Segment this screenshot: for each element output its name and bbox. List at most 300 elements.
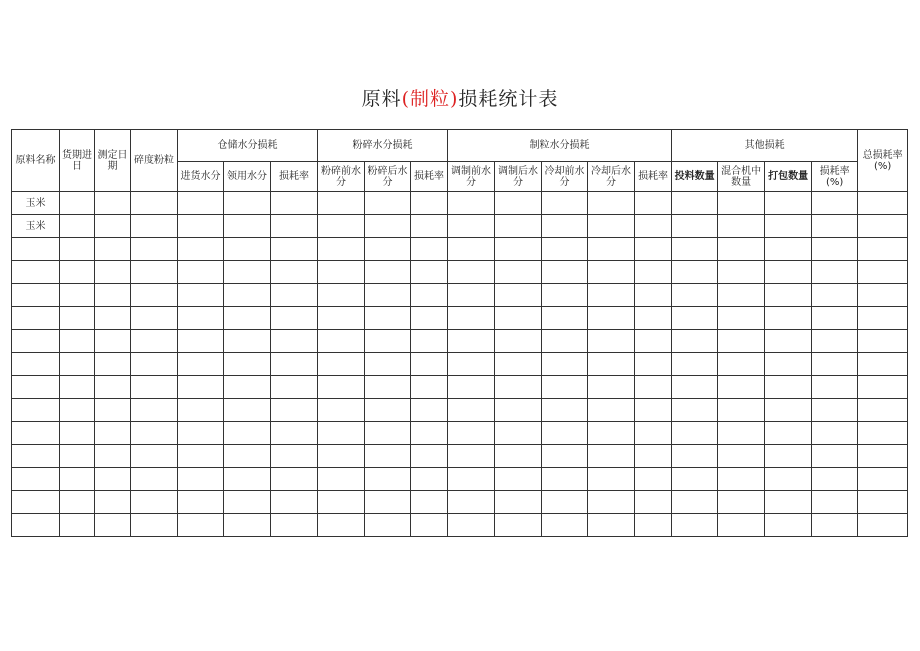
table-cell[interactable] xyxy=(588,376,635,399)
table-cell[interactable] xyxy=(718,330,765,353)
table-cell[interactable] xyxy=(131,307,178,330)
table-cell[interactable] xyxy=(411,468,448,491)
table-cell[interactable] xyxy=(365,353,411,376)
table-cell[interactable] xyxy=(765,192,812,215)
table-cell[interactable] xyxy=(858,491,908,514)
table-cell[interactable] xyxy=(812,215,858,238)
table-cell[interactable] xyxy=(588,422,635,445)
table-cell[interactable] xyxy=(635,238,672,261)
table-cell[interactable] xyxy=(672,514,718,537)
table-cell[interactable] xyxy=(672,307,718,330)
table-cell[interactable] xyxy=(318,399,365,422)
table-cell[interactable] xyxy=(448,353,495,376)
table-cell[interactable] xyxy=(95,215,131,238)
table-cell[interactable] xyxy=(812,422,858,445)
material-name-cell[interactable]: 玉米 xyxy=(12,215,60,238)
table-cell[interactable] xyxy=(765,330,812,353)
table-cell[interactable] xyxy=(95,307,131,330)
table-cell[interactable] xyxy=(60,468,95,491)
table-cell[interactable] xyxy=(178,514,224,537)
table-cell[interactable] xyxy=(588,238,635,261)
material-name-cell[interactable] xyxy=(12,261,60,284)
table-cell[interactable] xyxy=(60,422,95,445)
table-cell[interactable] xyxy=(765,307,812,330)
table-cell[interactable] xyxy=(60,330,95,353)
table-cell[interactable] xyxy=(271,215,318,238)
table-cell[interactable] xyxy=(271,514,318,537)
table-cell[interactable] xyxy=(178,399,224,422)
table-cell[interactable] xyxy=(318,284,365,307)
table-cell[interactable] xyxy=(448,330,495,353)
table-cell[interactable] xyxy=(271,307,318,330)
table-cell[interactable] xyxy=(858,445,908,468)
table-cell[interactable] xyxy=(542,399,588,422)
table-cell[interactable] xyxy=(718,399,765,422)
table-cell[interactable] xyxy=(178,238,224,261)
table-cell[interactable] xyxy=(542,376,588,399)
table-cell[interactable] xyxy=(365,215,411,238)
table-cell[interactable] xyxy=(542,491,588,514)
table-cell[interactable] xyxy=(95,399,131,422)
table-cell[interactable] xyxy=(411,399,448,422)
table-cell[interactable] xyxy=(542,192,588,215)
table-cell[interactable] xyxy=(588,307,635,330)
table-cell[interactable] xyxy=(365,261,411,284)
table-cell[interactable] xyxy=(318,468,365,491)
table-cell[interactable] xyxy=(542,445,588,468)
table-cell[interactable] xyxy=(635,353,672,376)
table-cell[interactable] xyxy=(365,491,411,514)
table-cell[interactable] xyxy=(131,330,178,353)
table-cell[interactable] xyxy=(318,330,365,353)
table-cell[interactable] xyxy=(588,330,635,353)
table-cell[interactable] xyxy=(448,422,495,445)
table-cell[interactable] xyxy=(178,284,224,307)
table-cell[interactable] xyxy=(765,468,812,491)
table-cell[interactable] xyxy=(411,307,448,330)
table-cell[interactable] xyxy=(224,422,271,445)
table-cell[interactable] xyxy=(224,445,271,468)
table-cell[interactable] xyxy=(542,307,588,330)
table-cell[interactable] xyxy=(224,284,271,307)
table-cell[interactable] xyxy=(224,376,271,399)
table-cell[interactable] xyxy=(271,376,318,399)
table-cell[interactable] xyxy=(542,215,588,238)
table-cell[interactable] xyxy=(765,353,812,376)
table-cell[interactable] xyxy=(635,491,672,514)
table-cell[interactable] xyxy=(672,353,718,376)
table-cell[interactable] xyxy=(271,445,318,468)
table-cell[interactable] xyxy=(318,514,365,537)
table-cell[interactable] xyxy=(411,330,448,353)
table-cell[interactable] xyxy=(271,284,318,307)
table-cell[interactable] xyxy=(858,261,908,284)
table-cell[interactable] xyxy=(411,491,448,514)
table-cell[interactable] xyxy=(672,491,718,514)
table-cell[interactable] xyxy=(495,468,542,491)
table-cell[interactable] xyxy=(411,284,448,307)
table-cell[interactable] xyxy=(224,399,271,422)
table-cell[interactable] xyxy=(495,307,542,330)
table-cell[interactable] xyxy=(131,468,178,491)
table-cell[interactable] xyxy=(365,422,411,445)
table-cell[interactable] xyxy=(178,376,224,399)
table-cell[interactable] xyxy=(271,468,318,491)
table-cell[interactable] xyxy=(858,353,908,376)
table-cell[interactable] xyxy=(588,491,635,514)
table-cell[interactable] xyxy=(365,468,411,491)
table-cell[interactable] xyxy=(178,353,224,376)
table-cell[interactable] xyxy=(178,261,224,284)
table-cell[interactable] xyxy=(60,215,95,238)
table-cell[interactable] xyxy=(495,399,542,422)
table-cell[interactable] xyxy=(495,491,542,514)
table-cell[interactable] xyxy=(635,215,672,238)
table-cell[interactable] xyxy=(60,491,95,514)
table-cell[interactable] xyxy=(131,353,178,376)
table-cell[interactable] xyxy=(224,307,271,330)
table-cell[interactable] xyxy=(588,353,635,376)
table-cell[interactable] xyxy=(60,261,95,284)
table-cell[interactable] xyxy=(495,445,542,468)
table-cell[interactable] xyxy=(178,422,224,445)
table-cell[interactable] xyxy=(858,422,908,445)
table-cell[interactable] xyxy=(318,376,365,399)
table-cell[interactable] xyxy=(411,422,448,445)
table-cell[interactable] xyxy=(365,192,411,215)
material-name-cell[interactable] xyxy=(12,284,60,307)
table-cell[interactable] xyxy=(672,376,718,399)
table-cell[interactable] xyxy=(271,399,318,422)
material-name-cell[interactable] xyxy=(12,307,60,330)
table-cell[interactable] xyxy=(672,422,718,445)
table-cell[interactable] xyxy=(495,215,542,238)
table-cell[interactable] xyxy=(365,399,411,422)
table-cell[interactable] xyxy=(411,215,448,238)
table-cell[interactable] xyxy=(858,376,908,399)
table-cell[interactable] xyxy=(318,261,365,284)
table-cell[interactable] xyxy=(178,491,224,514)
table-cell[interactable] xyxy=(131,284,178,307)
table-cell[interactable] xyxy=(495,422,542,445)
table-cell[interactable] xyxy=(365,307,411,330)
table-cell[interactable] xyxy=(718,353,765,376)
table-cell[interactable] xyxy=(812,514,858,537)
table-cell[interactable] xyxy=(60,353,95,376)
table-cell[interactable] xyxy=(60,192,95,215)
table-cell[interactable] xyxy=(95,376,131,399)
table-cell[interactable] xyxy=(588,445,635,468)
table-cell[interactable] xyxy=(178,330,224,353)
table-cell[interactable] xyxy=(672,399,718,422)
table-cell[interactable] xyxy=(858,284,908,307)
table-cell[interactable] xyxy=(542,422,588,445)
table-cell[interactable] xyxy=(224,468,271,491)
table-cell[interactable] xyxy=(178,215,224,238)
table-cell[interactable] xyxy=(588,514,635,537)
table-cell[interactable] xyxy=(448,192,495,215)
table-cell[interactable] xyxy=(131,491,178,514)
material-name-cell[interactable] xyxy=(12,468,60,491)
table-cell[interactable] xyxy=(542,238,588,261)
table-cell[interactable] xyxy=(495,353,542,376)
table-cell[interactable] xyxy=(718,514,765,537)
table-cell[interactable] xyxy=(448,468,495,491)
table-cell[interactable] xyxy=(318,353,365,376)
table-cell[interactable] xyxy=(60,238,95,261)
table-cell[interactable] xyxy=(718,445,765,468)
table-cell[interactable] xyxy=(495,238,542,261)
table-cell[interactable] xyxy=(224,192,271,215)
table-cell[interactable] xyxy=(588,192,635,215)
table-cell[interactable] xyxy=(812,445,858,468)
table-cell[interactable] xyxy=(318,445,365,468)
table-cell[interactable] xyxy=(718,238,765,261)
table-cell[interactable] xyxy=(672,261,718,284)
table-cell[interactable] xyxy=(95,468,131,491)
table-cell[interactable] xyxy=(318,491,365,514)
table-cell[interactable] xyxy=(635,514,672,537)
table-cell[interactable] xyxy=(495,261,542,284)
table-cell[interactable] xyxy=(495,514,542,537)
table-cell[interactable] xyxy=(542,330,588,353)
table-cell[interactable] xyxy=(365,238,411,261)
table-cell[interactable] xyxy=(495,330,542,353)
table-cell[interactable] xyxy=(365,330,411,353)
table-cell[interactable] xyxy=(60,284,95,307)
table-cell[interactable] xyxy=(411,238,448,261)
table-cell[interactable] xyxy=(858,468,908,491)
table-cell[interactable] xyxy=(812,376,858,399)
table-cell[interactable] xyxy=(131,422,178,445)
table-cell[interactable] xyxy=(448,215,495,238)
table-cell[interactable] xyxy=(224,353,271,376)
table-cell[interactable] xyxy=(448,307,495,330)
material-name-cell[interactable] xyxy=(12,422,60,445)
table-cell[interactable] xyxy=(365,376,411,399)
table-cell[interactable] xyxy=(224,491,271,514)
table-cell[interactable] xyxy=(718,215,765,238)
table-cell[interactable] xyxy=(672,215,718,238)
table-cell[interactable] xyxy=(542,261,588,284)
table-cell[interactable] xyxy=(812,330,858,353)
table-cell[interactable] xyxy=(542,468,588,491)
table-cell[interactable] xyxy=(60,445,95,468)
table-cell[interactable] xyxy=(271,422,318,445)
table-cell[interactable] xyxy=(95,192,131,215)
material-name-cell[interactable] xyxy=(12,445,60,468)
table-cell[interactable] xyxy=(718,422,765,445)
table-cell[interactable] xyxy=(812,261,858,284)
table-cell[interactable] xyxy=(672,445,718,468)
table-cell[interactable] xyxy=(131,399,178,422)
table-cell[interactable] xyxy=(131,192,178,215)
table-cell[interactable] xyxy=(365,514,411,537)
table-cell[interactable] xyxy=(131,215,178,238)
table-cell[interactable] xyxy=(765,514,812,537)
table-cell[interactable] xyxy=(672,238,718,261)
table-cell[interactable] xyxy=(858,330,908,353)
table-cell[interactable] xyxy=(718,284,765,307)
table-cell[interactable] xyxy=(495,284,542,307)
table-cell[interactable] xyxy=(812,284,858,307)
table-cell[interactable] xyxy=(672,284,718,307)
table-cell[interactable] xyxy=(588,261,635,284)
table-cell[interactable] xyxy=(224,261,271,284)
table-cell[interactable] xyxy=(271,491,318,514)
table-cell[interactable] xyxy=(318,307,365,330)
table-cell[interactable] xyxy=(365,445,411,468)
table-cell[interactable] xyxy=(495,192,542,215)
table-cell[interactable] xyxy=(95,238,131,261)
table-cell[interactable] xyxy=(765,261,812,284)
table-cell[interactable] xyxy=(448,284,495,307)
material-name-cell[interactable] xyxy=(12,399,60,422)
table-cell[interactable] xyxy=(495,376,542,399)
table-cell[interactable] xyxy=(635,468,672,491)
table-cell[interactable] xyxy=(718,307,765,330)
table-cell[interactable] xyxy=(448,238,495,261)
table-cell[interactable] xyxy=(178,445,224,468)
table-cell[interactable] xyxy=(718,376,765,399)
table-cell[interactable] xyxy=(224,330,271,353)
table-cell[interactable] xyxy=(411,376,448,399)
table-cell[interactable] xyxy=(365,284,411,307)
table-cell[interactable] xyxy=(812,491,858,514)
table-cell[interactable] xyxy=(765,399,812,422)
table-cell[interactable] xyxy=(812,307,858,330)
material-name-cell[interactable] xyxy=(12,376,60,399)
table-cell[interactable] xyxy=(765,238,812,261)
table-cell[interactable] xyxy=(858,514,908,537)
table-cell[interactable] xyxy=(448,261,495,284)
material-name-cell[interactable] xyxy=(12,238,60,261)
table-cell[interactable] xyxy=(60,514,95,537)
table-cell[interactable] xyxy=(858,192,908,215)
table-cell[interactable] xyxy=(95,422,131,445)
table-cell[interactable] xyxy=(812,353,858,376)
table-cell[interactable] xyxy=(95,284,131,307)
table-cell[interactable] xyxy=(812,238,858,261)
table-cell[interactable] xyxy=(224,514,271,537)
table-cell[interactable] xyxy=(765,376,812,399)
table-cell[interactable] xyxy=(812,399,858,422)
table-cell[interactable] xyxy=(411,192,448,215)
table-cell[interactable] xyxy=(131,238,178,261)
table-cell[interactable] xyxy=(178,468,224,491)
material-name-cell[interactable] xyxy=(12,330,60,353)
table-cell[interactable] xyxy=(635,261,672,284)
table-cell[interactable] xyxy=(448,514,495,537)
table-cell[interactable] xyxy=(635,192,672,215)
table-cell[interactable] xyxy=(271,261,318,284)
table-cell[interactable] xyxy=(765,491,812,514)
table-cell[interactable] xyxy=(672,330,718,353)
table-cell[interactable] xyxy=(672,192,718,215)
table-cell[interactable] xyxy=(224,238,271,261)
table-cell[interactable] xyxy=(224,215,271,238)
table-cell[interactable] xyxy=(718,468,765,491)
table-cell[interactable] xyxy=(635,399,672,422)
table-cell[interactable] xyxy=(178,307,224,330)
table-cell[interactable] xyxy=(60,399,95,422)
table-cell[interactable] xyxy=(765,422,812,445)
table-cell[interactable] xyxy=(318,215,365,238)
table-cell[interactable] xyxy=(411,514,448,537)
table-cell[interactable] xyxy=(271,330,318,353)
table-cell[interactable] xyxy=(411,445,448,468)
table-cell[interactable] xyxy=(448,491,495,514)
table-cell[interactable] xyxy=(858,215,908,238)
table-cell[interactable] xyxy=(95,445,131,468)
table-cell[interactable] xyxy=(131,514,178,537)
table-cell[interactable] xyxy=(635,284,672,307)
table-cell[interactable] xyxy=(635,376,672,399)
table-cell[interactable] xyxy=(448,399,495,422)
table-cell[interactable] xyxy=(95,491,131,514)
table-cell[interactable] xyxy=(765,445,812,468)
table-cell[interactable] xyxy=(411,353,448,376)
table-cell[interactable] xyxy=(635,330,672,353)
table-cell[interactable] xyxy=(95,330,131,353)
table-cell[interactable] xyxy=(448,376,495,399)
table-cell[interactable] xyxy=(588,399,635,422)
table-cell[interactable] xyxy=(95,261,131,284)
table-cell[interactable] xyxy=(718,491,765,514)
table-cell[interactable] xyxy=(318,238,365,261)
table-cell[interactable] xyxy=(765,284,812,307)
table-cell[interactable] xyxy=(718,192,765,215)
material-name-cell[interactable] xyxy=(12,353,60,376)
table-cell[interactable] xyxy=(271,353,318,376)
table-cell[interactable] xyxy=(588,215,635,238)
table-cell[interactable] xyxy=(672,468,718,491)
table-cell[interactable] xyxy=(411,261,448,284)
table-cell[interactable] xyxy=(60,307,95,330)
table-cell[interactable] xyxy=(588,284,635,307)
table-cell[interactable] xyxy=(318,422,365,445)
table-cell[interactable] xyxy=(95,514,131,537)
table-cell[interactable] xyxy=(858,238,908,261)
material-name-cell[interactable]: 玉米 xyxy=(12,192,60,215)
table-cell[interactable] xyxy=(718,261,765,284)
table-cell[interactable] xyxy=(812,468,858,491)
table-cell[interactable] xyxy=(812,192,858,215)
table-cell[interactable] xyxy=(542,353,588,376)
table-cell[interactable] xyxy=(542,514,588,537)
table-cell[interactable] xyxy=(448,445,495,468)
table-cell[interactable] xyxy=(542,284,588,307)
table-cell[interactable] xyxy=(131,445,178,468)
table-cell[interactable] xyxy=(95,353,131,376)
table-cell[interactable] xyxy=(131,261,178,284)
table-cell[interactable] xyxy=(858,307,908,330)
table-cell[interactable] xyxy=(635,422,672,445)
table-cell[interactable] xyxy=(858,399,908,422)
table-cell[interactable] xyxy=(271,192,318,215)
material-name-cell[interactable] xyxy=(12,491,60,514)
table-cell[interactable] xyxy=(131,376,178,399)
table-cell[interactable] xyxy=(271,238,318,261)
table-cell[interactable] xyxy=(765,215,812,238)
table-cell[interactable] xyxy=(178,192,224,215)
table-cell[interactable] xyxy=(588,468,635,491)
table-cell[interactable] xyxy=(60,376,95,399)
table-cell[interactable] xyxy=(318,192,365,215)
table-cell[interactable] xyxy=(635,307,672,330)
material-name-cell[interactable] xyxy=(12,514,60,537)
table-cell[interactable] xyxy=(635,445,672,468)
